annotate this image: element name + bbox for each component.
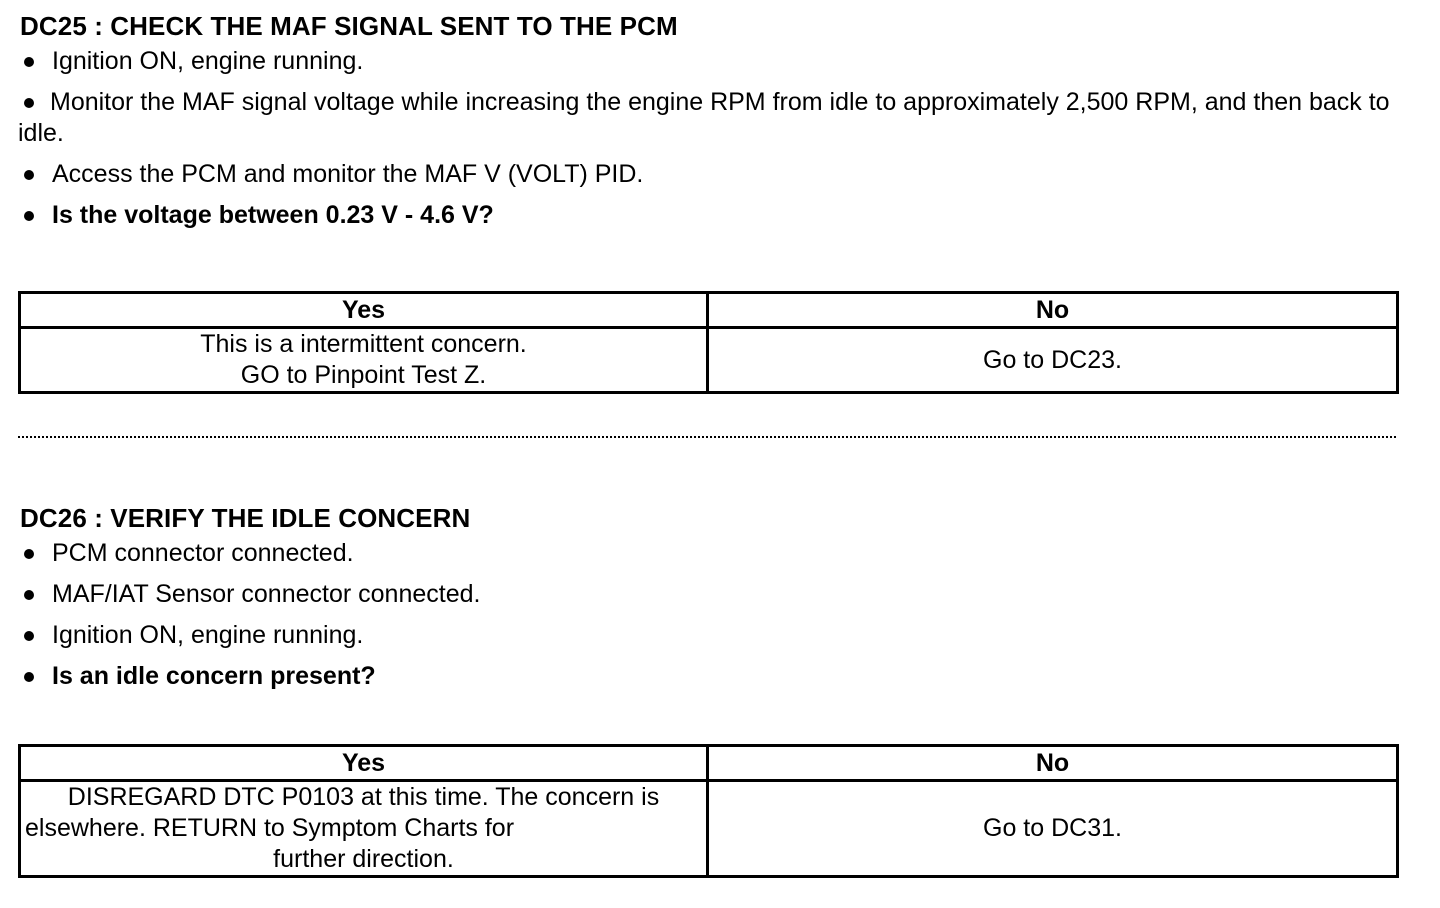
- instruction-item: Access the PCM and monitor the MAF V (VOLT) PID.: [18, 159, 1396, 190]
- yes-header: Yes: [20, 746, 708, 781]
- yes-no-table: [18, 744, 1399, 878]
- instruction-item: MAF/IAT Sensor connector connected.: [18, 579, 1396, 610]
- bullet-icon: [24, 170, 34, 180]
- bullet-icon: [24, 549, 34, 559]
- yes-cell: This is a intermittent concern. GO to Pinpoint Test Z.: [20, 328, 708, 393]
- step-dc26: [18, 502, 1396, 873]
- instruction-item: Monitor the MAF signal voltage while increasing the engine RPM from idle to approximately 2,500 RPM, and then back to idle.: [18, 88, 1390, 147]
- yes-header: Yes: [20, 293, 708, 328]
- no-cell: Go to DC31.: [708, 781, 1398, 877]
- question-item: Is an idle concern present?: [18, 661, 1396, 692]
- step-instructions: [18, 46, 1396, 231]
- bullet-icon: [24, 631, 34, 641]
- instruction-item: Ignition ON, engine running.: [18, 620, 1396, 651]
- question-item: Is the voltage between 0.23 V - 4.6 V?: [18, 200, 1396, 231]
- yes-cell: DISREGARD DTC P0103 at this time. The concern is elsewhere. RETURN to Symptom Charts for further direction.: [20, 781, 708, 877]
- section-divider: [18, 436, 1396, 438]
- bullet-icon: [24, 590, 34, 600]
- yes-no-table: [18, 291, 1399, 394]
- step-title: DC26 : VERIFY THE IDLE CONCERN: [20, 503, 471, 533]
- no-header: No: [708, 746, 1398, 781]
- bullet-icon: [24, 211, 34, 221]
- bullet-icon: [24, 98, 34, 108]
- no-cell: Go to DC23.: [708, 328, 1398, 393]
- step-instructions: [18, 538, 1396, 692]
- step-title: DC25 : CHECK THE MAF SIGNAL SENT TO THE PCM: [20, 11, 678, 41]
- bullet-icon: [24, 672, 34, 682]
- bullet-icon: [24, 57, 34, 67]
- instruction-item: Ignition ON, engine running.: [18, 46, 1396, 77]
- step-dc25: [18, 10, 1396, 389]
- instruction-item: PCM connector connected.: [18, 538, 1396, 569]
- no-header: No: [708, 293, 1398, 328]
